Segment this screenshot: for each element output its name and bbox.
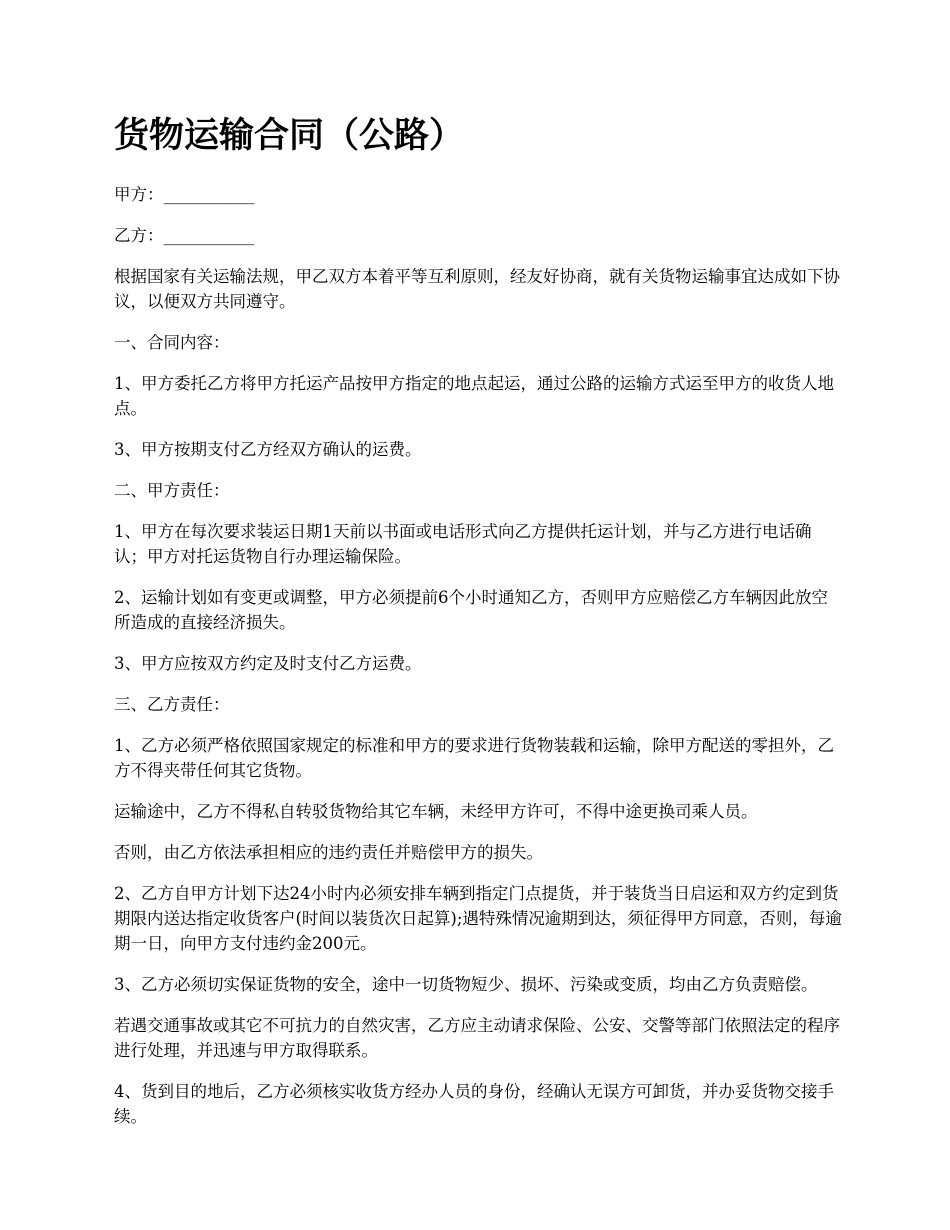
clause-paragraph: 1、甲方委托乙方将甲方托运产品按甲方指定的地点起运，通过公路的运输方式运至甲方的收货人地点。 <box>114 374 834 418</box>
clause-paragraph: 2、运输计划如有变更或调整，甲方必须提前6个小时通知乙方，否则甲方应赔偿乙方车辆因此放空所造成的直接经济损失。 <box>114 588 828 632</box>
clause-paragraph: 3、乙方必须切实保证货物的安全，途中一切货物短少、损坏、污染或变质，均由乙方负责赔偿。 <box>114 975 818 994</box>
clause-paragraph: 1、乙方必须严格依照国家规定的标准和甲方的要求进行货物装载和运输，除甲方配送的零担外，乙方不得夹带任何其它货物。 <box>114 736 834 780</box>
clause-paragraph: 若遇交通事故或其它不可抗力的自然灾害，乙方应主动请求保险、公安、交警等部门依照法定的程序进行处理，并迅速与甲方取得联系。 <box>114 1016 840 1060</box>
clause-paragraph: 1、甲方在每次要求装运日期1天前以书面或电话形式向乙方提供托运计划，并与乙方进行电话确认；甲方对托运货物自行办理运输保险。 <box>114 522 812 566</box>
party-a-line: 甲方：___________ <box>114 185 255 204</box>
section-heading-party-a-duties: 二、甲方责任： <box>114 481 230 500</box>
clause-paragraph: 运输途中，乙方不得私自转驳货物给其它车辆，未经甲方许可，不得中途更换司乘人员。 <box>114 802 758 821</box>
clause-paragraph: 3、甲方按期支付乙方经双方确认的运费。 <box>114 440 422 459</box>
clause-paragraph: 2、乙方自甲方计划下达24小时内必须安排车辆到指定门点提货，并于装货当日启运和双方约定到货期限内送达指定收货客户(时间以装货次日起算);遇特殊情况逾期到达，须征得甲方同意，否则，每逾期一日，向甲方支付违约金200元。 <box>114 884 842 953</box>
section-heading-contract-content: 一、合同内容： <box>114 333 230 352</box>
clause-paragraph: 4、货到目的地后，乙方必须核实收货方经办人员的身份，经确认无误方可卸货，并办妥货物交接手续。 <box>114 1082 834 1126</box>
clause-paragraph: 否则，由乙方依法承担相应的违约责任并赔偿甲方的损失。 <box>114 843 543 862</box>
party-b-line: 乙方：___________ <box>114 226 255 245</box>
document-title: 货物运输合同（公路） <box>114 115 465 156</box>
document-page <box>114 108 842 1145</box>
preamble-paragraph: 根据国家有关运输法规，甲乙双方本着平等互利原则，经友好协商，就有关货物运输事宜达成如下协议，以便双方共同遵守。 <box>114 267 840 311</box>
section-heading-party-b-duties: 三、乙方责任： <box>114 695 230 714</box>
clause-paragraph: 3、甲方应按双方约定及时支付乙方运费。 <box>114 654 422 673</box>
